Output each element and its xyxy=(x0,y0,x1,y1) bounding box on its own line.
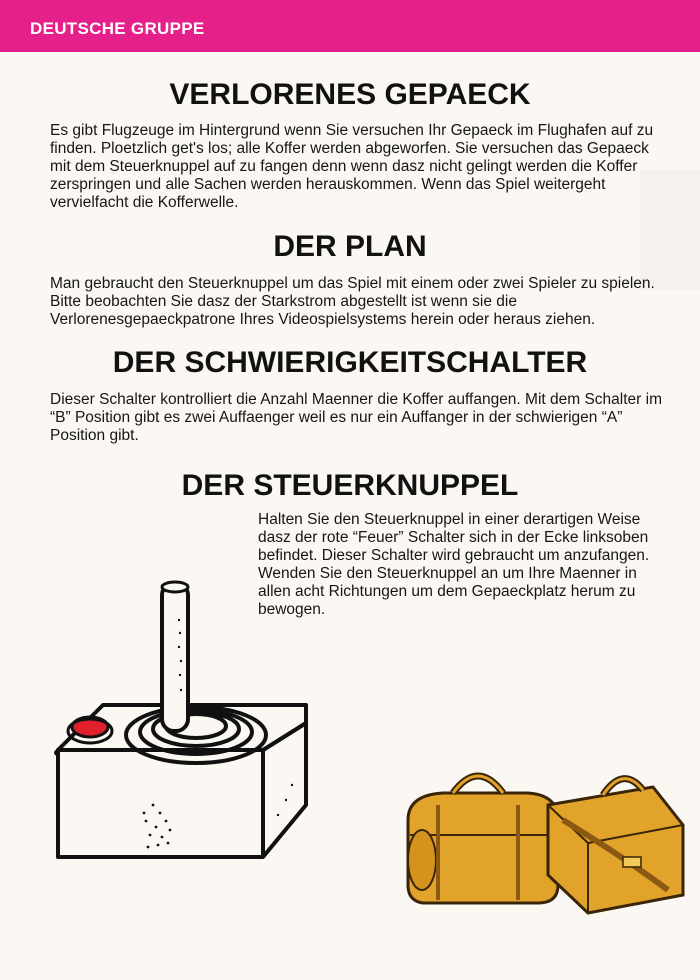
section-text-steuerknuppel: Halten Sie den Steuerknuppel in einer derartigen Weise dasz der rote “Feuer” Schalter sich in der Ecke linksoben befindet. Dieser Schalter wird gebraucht um anzufangen. Wenden Sie den Steuerknuppel an um Ihre Maenner in allen acht Richtungen um dem Gepaeckplatz herum zu bewogen. xyxy=(258,511,650,618)
luggage-icon xyxy=(398,765,688,915)
section-text-der-plan: Man gebraucht den Steuerknuppel um das Spiel mit einem oder zwei Spieler zu spielen. Bitte beobachten Sie dasz der Starkstrom abgestellt ist wenn sie die Verlorenesgepaeckpatrone Ihres Videospielsystems herein oder heraus ziehen. xyxy=(50,275,655,328)
joystick-icon xyxy=(48,575,313,875)
header-band xyxy=(0,0,700,52)
section-text-verlorenes-gepaeck: Es gibt Flugzeuge im Hintergrund wenn Sie versuchen Ihr Gepaeck im Flughafen auf zu finden. Ploetzlich get's los; alle Koffer werden abgeworfen. Sie versuchen das Gepaeck mit dem Steuerknuppel auf zu fangen denn wenn dasz nicht gelingt werden die Koffer zerspringen und alle Sachen werden herauskommen. Wenn das Spiel weitergeht vervielfacht die Kofferwelle. xyxy=(50,122,654,211)
section-title-steuerknuppel: DER STEUERKNUPPEL xyxy=(181,469,519,502)
header-label: DEUTSCHE GRUPPE xyxy=(30,19,205,38)
section-title-der-plan: DER PLAN xyxy=(273,230,427,263)
section-title-schwierigkeitschalter: DER SCHWIERIGKEITSCHALTER xyxy=(112,346,588,379)
section-text-schwierigkeitschalter: Dieser Schalter kontrolliert die Anzahl Maenner die Koffer auffangen. Mit dem Schalter im “B” Position gibt es zwei Auffaenger weil es nur ein Auffanger in der schwierigen “A” Position gibt. xyxy=(50,391,662,444)
section-title-verlorenes-gepaeck: VERLORENES GEPAECK xyxy=(169,78,531,111)
